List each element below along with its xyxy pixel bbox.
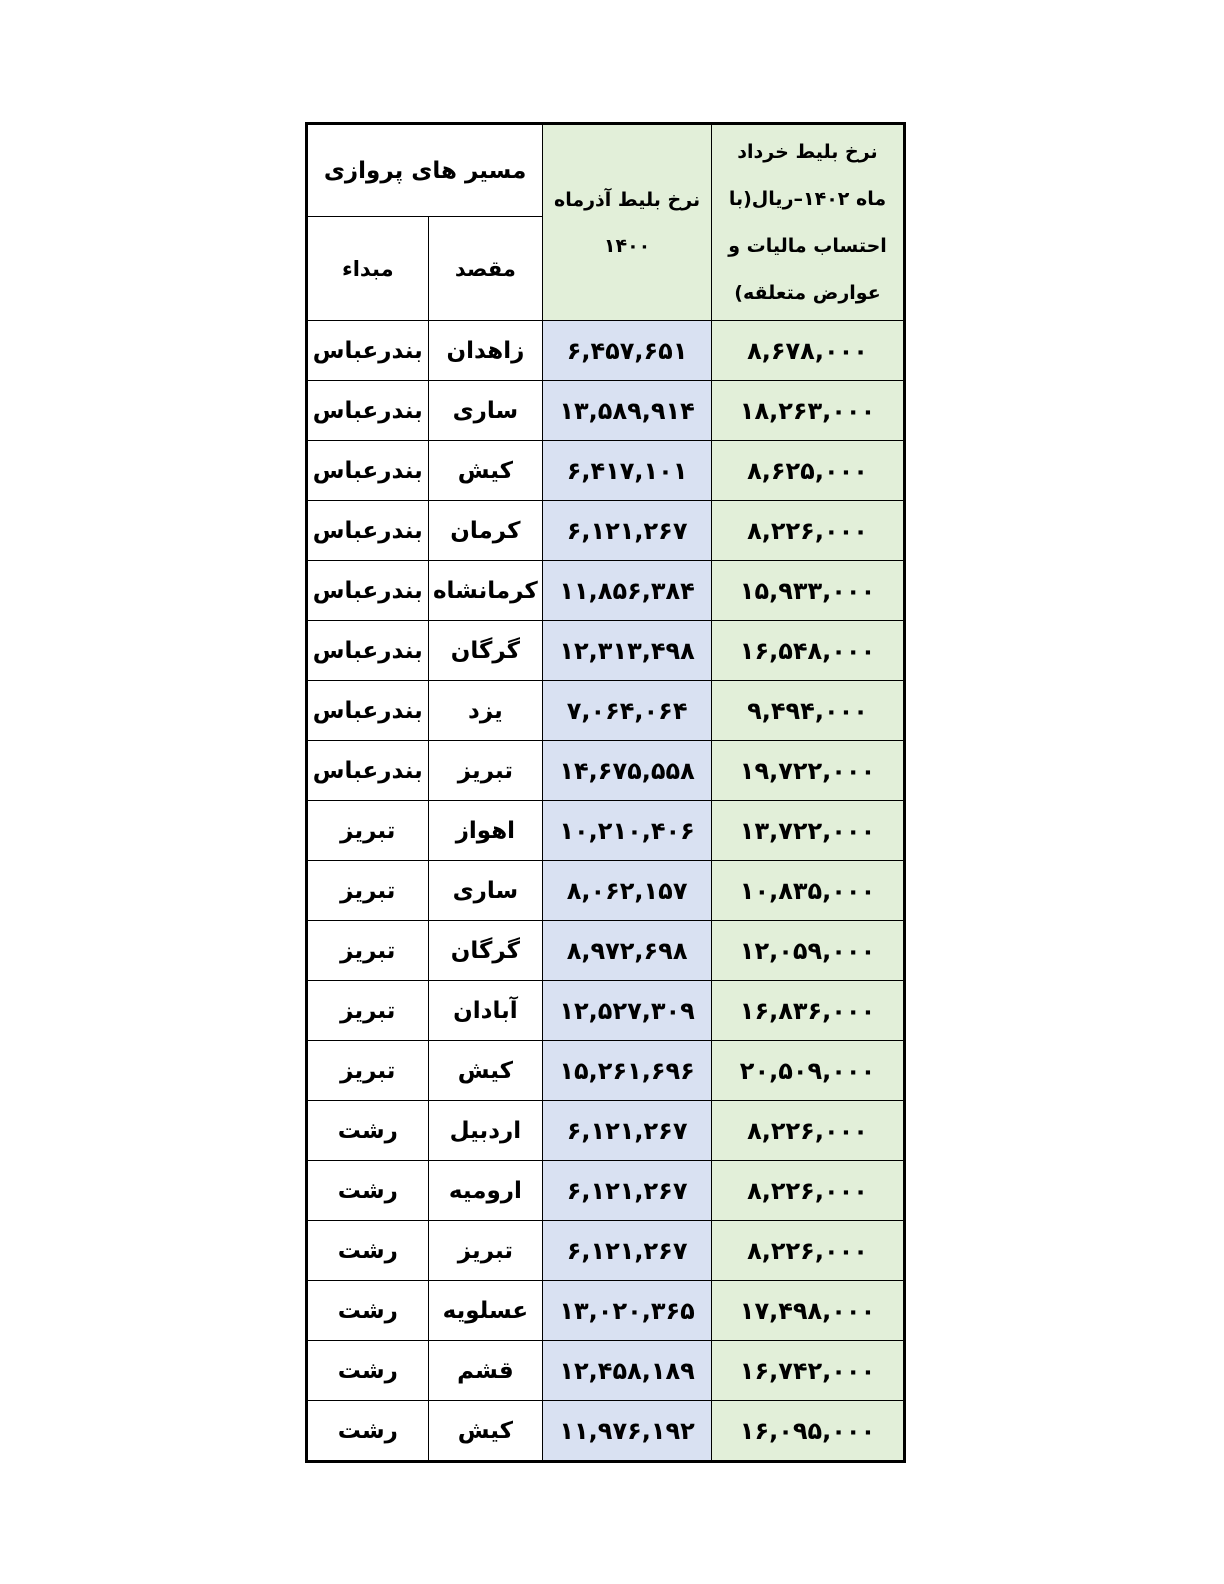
destination-cell: ساری (428, 381, 543, 441)
origin-cell: بندرعباس (307, 741, 429, 801)
table-row (307, 1041, 905, 1101)
table-row (307, 1401, 905, 1462)
price-1400-cell: ۱۴,۶۷۵,۵۵۸ (543, 741, 712, 801)
price-1402-cell: ۱۷,۴۹۸,۰۰۰ (712, 1281, 905, 1341)
destination-cell: کیش (428, 441, 543, 501)
price-1400-cell: ۸,۰۶۲,۱۵۷ (543, 861, 712, 921)
price-1402-cell: ۱۶,۰۹۵,۰۰۰ (712, 1401, 905, 1462)
price-1402-cell: ۱۸,۲۶۳,۰۰۰ (712, 381, 905, 441)
table-row (307, 501, 905, 561)
price-1400-cell: ۱۳,۵۸۹,۹۱۴ (543, 381, 712, 441)
price-1400-cell: ۱۱,۸۵۶,۳۸۴ (543, 561, 712, 621)
price-1400-cell: ۱۱,۹۷۶,۱۹۲ (543, 1401, 712, 1462)
origin-header: مبداء (307, 217, 429, 321)
origin-cell: بندرعباس (307, 501, 429, 561)
origin-cell: بندرعباس (307, 441, 429, 501)
table-row (307, 861, 905, 921)
price-1402-cell: ۱۲,۰۵۹,۰۰۰ (712, 921, 905, 981)
price-1402-cell: ۸,۲۲۶,۰۰۰ (712, 1221, 905, 1281)
destination-cell: زاهدان (428, 321, 543, 381)
table-row (307, 1341, 905, 1401)
origin-cell: رشت (307, 1401, 429, 1462)
table-row (307, 621, 905, 681)
price-1400-cell: ۱۲,۳۱۳,۴۹۸ (543, 621, 712, 681)
destination-cell: کیش (428, 1401, 543, 1462)
destination-cell: یزد (428, 681, 543, 741)
table-body (307, 321, 905, 1462)
price-1402-cell: ۲۰,۵۰۹,۰۰۰ (712, 1041, 905, 1101)
price-1400-cell: ۱۰,۲۱۰,۴۰۶ (543, 801, 712, 861)
price-1400-cell: ۱۲,۴۵۸,۱۸۹ (543, 1341, 712, 1401)
destination-cell: ارومیه (428, 1161, 543, 1221)
destination-cell: آبادان (428, 981, 543, 1041)
destination-cell: عسلویه (428, 1281, 543, 1341)
table-row (307, 441, 905, 501)
table-row (307, 1161, 905, 1221)
origin-cell: بندرعباس (307, 621, 429, 681)
price-1402-cell: ۸,۶۷۸,۰۰۰ (712, 321, 905, 381)
origin-cell: تبریز (307, 921, 429, 981)
fare-table (305, 122, 906, 1463)
table-row (307, 561, 905, 621)
price-1400-cell: ۶,۱۲۱,۲۶۷ (543, 501, 712, 561)
routes-header: مسیر های پروازی (307, 124, 543, 217)
table-row (307, 681, 905, 741)
origin-cell: رشت (307, 1161, 429, 1221)
destination-cell: گرگان (428, 921, 543, 981)
price-1402-cell: ۸,۲۲۶,۰۰۰ (712, 1101, 905, 1161)
destination-cell: تبریز (428, 1221, 543, 1281)
price-azar-header: نرخ بلیط آذرماه ۱۴۰۰ (543, 124, 712, 321)
price-1402-cell: ۱۶,۵۴۸,۰۰۰ (712, 621, 905, 681)
price-1400-cell: ۶,۱۲۱,۲۶۷ (543, 1161, 712, 1221)
table-row (307, 801, 905, 861)
price-1400-cell: ۶,۴۱۷,۱۰۱ (543, 441, 712, 501)
destination-cell: اردبیل (428, 1101, 543, 1161)
price-1400-cell: ۱۲,۵۲۷,۳۰۹ (543, 981, 712, 1041)
origin-cell: رشت (307, 1101, 429, 1161)
destination-header: مقصد (428, 217, 543, 321)
price-1402-cell: ۱۳,۷۲۲,۰۰۰ (712, 801, 905, 861)
destination-cell: کرمانشاه (428, 561, 543, 621)
origin-cell: بندرعباس (307, 561, 429, 621)
origin-cell: تبریز (307, 801, 429, 861)
price-1400-cell: ۷,۰۶۴,۰۶۴ (543, 681, 712, 741)
price-1402-cell: ۹,۴۹۴,۰۰۰ (712, 681, 905, 741)
table-row (307, 1101, 905, 1161)
price-khordad-header: نرخ بلیط خرداد ماه ۱۴۰۲–ریال(با احتساب مالیات و عوارض متعلقه) (712, 124, 905, 321)
price-1400-cell: ۸,۹۷۲,۶۹۸ (543, 921, 712, 981)
table-row (307, 921, 905, 981)
price-1402-cell: ۱۶,۸۳۶,۰۰۰ (712, 981, 905, 1041)
origin-cell: تبریز (307, 861, 429, 921)
table-row (307, 1281, 905, 1341)
price-1400-cell: ۱۵,۲۶۱,۶۹۶ (543, 1041, 712, 1101)
destination-cell: ساری (428, 861, 543, 921)
table-row (307, 981, 905, 1041)
table-row (307, 1221, 905, 1281)
origin-cell: رشت (307, 1221, 429, 1281)
price-1402-cell: ۸,۶۲۵,۰۰۰ (712, 441, 905, 501)
origin-cell: تبریز (307, 981, 429, 1041)
price-1402-cell: ۱۹,۷۲۲,۰۰۰ (712, 741, 905, 801)
origin-cell: بندرعباس (307, 321, 429, 381)
price-1402-cell: ۸,۲۲۶,۰۰۰ (712, 501, 905, 561)
origin-cell: تبریز (307, 1041, 429, 1101)
table-row (307, 741, 905, 801)
price-1402-cell: ۱۰,۸۳۵,۰۰۰ (712, 861, 905, 921)
destination-cell: اهواز (428, 801, 543, 861)
price-1400-cell: ۱۳,۰۲۰,۳۶۵ (543, 1281, 712, 1341)
destination-cell: کیش (428, 1041, 543, 1101)
price-1402-cell: ۸,۲۲۶,۰۰۰ (712, 1161, 905, 1221)
destination-cell: کرمان (428, 501, 543, 561)
table-row (307, 321, 905, 381)
origin-cell: رشت (307, 1281, 429, 1341)
price-1402-cell: ۱۵,۹۳۳,۰۰۰ (712, 561, 905, 621)
destination-cell: قشم (428, 1341, 543, 1401)
origin-cell: بندرعباس (307, 681, 429, 741)
price-1402-cell: ۱۶,۷۴۲,۰۰۰ (712, 1341, 905, 1401)
price-1400-cell: ۶,۱۲۱,۲۶۷ (543, 1101, 712, 1161)
destination-cell: تبریز (428, 741, 543, 801)
price-1400-cell: ۶,۱۲۱,۲۶۷ (543, 1221, 712, 1281)
origin-cell: بندرعباس (307, 381, 429, 441)
price-1400-cell: ۶,۴۵۷,۶۵۱ (543, 321, 712, 381)
table-row (307, 381, 905, 441)
origin-cell: رشت (307, 1341, 429, 1401)
destination-cell: گرگان (428, 621, 543, 681)
